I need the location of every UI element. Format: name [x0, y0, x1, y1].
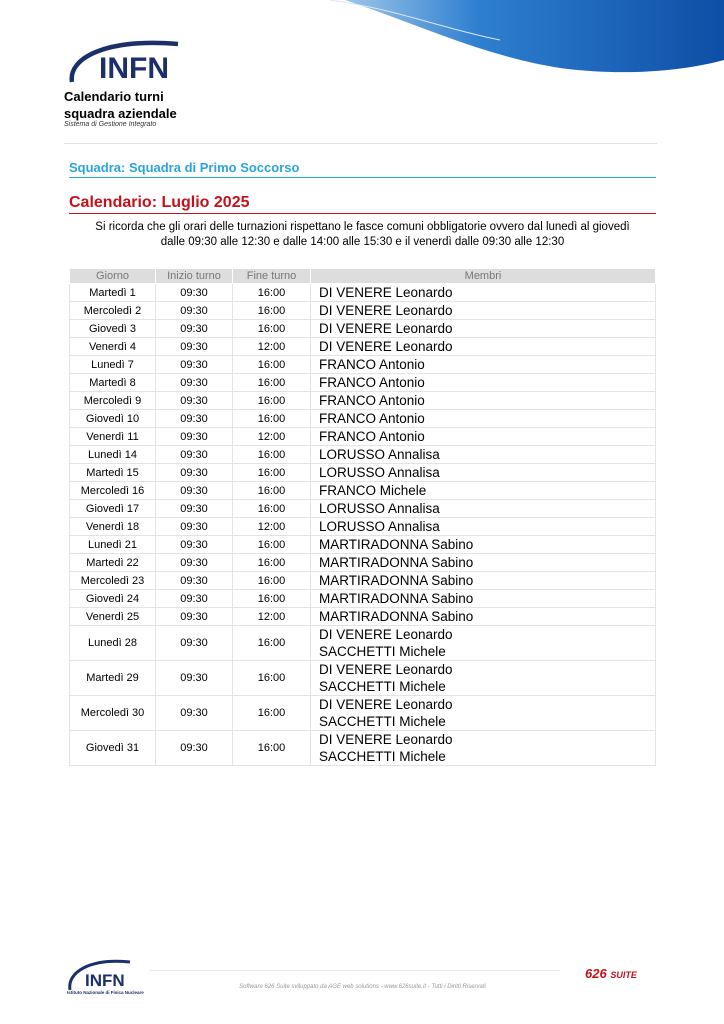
- member-name: LORUSSO Annalisa: [319, 519, 440, 534]
- header-membri: Membri: [311, 269, 656, 284]
- cell-inizio: 09:30: [156, 446, 233, 464]
- cell-inizio: 09:30: [156, 626, 233, 661]
- footer-logo-caption: Istituto Nazionale di Fisica Nucleare: [67, 990, 144, 995]
- cell-inizio: 09:30: [156, 536, 233, 554]
- cell-membri: [311, 536, 656, 554]
- cell-membri: [311, 338, 656, 356]
- cell-inizio: 09:30: [156, 374, 233, 392]
- member-name: SACCHETTI Michele: [319, 644, 446, 659]
- member-name: SACCHETTI Michele: [319, 679, 446, 694]
- cell-membri: [311, 464, 656, 482]
- cell-fine: 16:00: [233, 482, 311, 500]
- table-row: [70, 661, 656, 696]
- cell-giorno: Lunedì 14: [70, 446, 156, 464]
- cell-giorno: Mercoledì 30: [70, 696, 156, 731]
- cell-giorno: Martedì 22: [70, 554, 156, 572]
- table-row: [70, 374, 656, 392]
- cell-inizio: 09:30: [156, 428, 233, 446]
- member-name: DI VENERE Leonardo: [319, 697, 453, 712]
- member-name: MARTIRADONNA Sabino: [319, 573, 474, 588]
- table-row: [70, 590, 656, 608]
- cell-fine: 16:00: [233, 320, 311, 338]
- cell-membri: [311, 554, 656, 572]
- table-body: [70, 284, 656, 766]
- cell-fine: 16:00: [233, 661, 311, 696]
- cell-inizio: 09:30: [156, 500, 233, 518]
- cell-giorno: Lunedì 28: [70, 626, 156, 661]
- cell-membri: [311, 320, 656, 338]
- cell-membri: [311, 410, 656, 428]
- member-name: DI VENERE Leonardo: [319, 303, 453, 318]
- table-header-row: [70, 269, 656, 284]
- member-name: MARTIRADONNA Sabino: [319, 591, 474, 606]
- table-row: [70, 428, 656, 446]
- member-name: FRANCO Antonio: [319, 357, 425, 372]
- member-name: DI VENERE Leonardo: [319, 662, 453, 677]
- cell-fine: 12:00: [233, 338, 311, 356]
- table-row: [70, 518, 656, 536]
- cell-fine: 16:00: [233, 626, 311, 661]
- cell-inizio: 09:30: [156, 482, 233, 500]
- member-name: DI VENERE Leonardo: [319, 321, 453, 336]
- cell-fine: 16:00: [233, 302, 311, 320]
- notice-line-1: Si ricorda che gli orari delle turnazioni rispettano le fasce comuni obbligatorie ovvero dal lunedì al giovedì: [95, 221, 630, 233]
- header-fine-turno: Fine turno: [233, 269, 311, 284]
- cell-inizio: 09:30: [156, 661, 233, 696]
- cell-fine: 16:00: [233, 284, 311, 302]
- cell-inizio: 09:30: [156, 590, 233, 608]
- table-row: [70, 320, 656, 338]
- cell-fine: 16:00: [233, 374, 311, 392]
- member-name: LORUSSO Annalisa: [319, 501, 440, 516]
- cell-fine: 16:00: [233, 536, 311, 554]
- title-line-2: squadra aziendale: [64, 106, 177, 121]
- cell-inizio: 09:30: [156, 320, 233, 338]
- cell-fine: 16:00: [233, 446, 311, 464]
- cell-giorno: Venerdì 25: [70, 608, 156, 626]
- cell-membri: [311, 661, 656, 696]
- infn-logo: [66, 36, 191, 88]
- cell-giorno: Mercoledì 9: [70, 392, 156, 410]
- document-title: [64, 88, 177, 122]
- member-name: FRANCO Antonio: [319, 375, 425, 390]
- cell-membri: [311, 446, 656, 464]
- schedule-notice: [69, 220, 656, 250]
- cell-inizio: 09:30: [156, 696, 233, 731]
- table-row: [70, 464, 656, 482]
- footer-logo-text: INFN: [85, 971, 125, 990]
- cell-giorno: Martedì 29: [70, 661, 156, 696]
- cell-inizio: 09:30: [156, 572, 233, 590]
- table-row: [70, 500, 656, 518]
- member-name: MARTIRADONNA Sabino: [319, 609, 474, 624]
- cell-membri: [311, 374, 656, 392]
- cell-giorno: Giovedì 10: [70, 410, 156, 428]
- table-row: [70, 572, 656, 590]
- header-giorno: Giorno: [70, 269, 156, 284]
- header-inizio-turno: Inizio turno: [156, 269, 233, 284]
- table-row: [70, 302, 656, 320]
- cell-giorno: Mercoledì 16: [70, 482, 156, 500]
- cell-fine: 16:00: [233, 590, 311, 608]
- document-subtitle: Sistema di Gestione Integrato: [64, 121, 157, 128]
- cell-membri: [311, 392, 656, 410]
- cell-membri: [311, 572, 656, 590]
- brand-number: 626: [585, 966, 607, 981]
- member-name: DI VENERE Leonardo: [319, 285, 453, 300]
- cell-inizio: 09:30: [156, 302, 233, 320]
- cell-giorno: Giovedì 17: [70, 500, 156, 518]
- cell-inizio: 09:30: [156, 392, 233, 410]
- cell-membri: [311, 356, 656, 374]
- cell-membri: [311, 608, 656, 626]
- notice-line-2: dalle 09:30 alle 12:30 e dalle 14:00 alle 15:30 e il venerdì dalle 09:30 alle 12:30: [160, 236, 565, 248]
- brand-word: SUITE: [610, 970, 637, 980]
- cell-inizio: 09:30: [156, 518, 233, 536]
- cell-giorno: Mercoledì 23: [70, 572, 156, 590]
- table-row: [70, 338, 656, 356]
- footer-divider: [150, 970, 560, 971]
- cell-membri: [311, 428, 656, 446]
- cell-inizio: 09:30: [156, 464, 233, 482]
- table-row: [70, 284, 656, 302]
- cell-giorno: Martedì 15: [70, 464, 156, 482]
- cell-giorno: Mercoledì 2: [70, 302, 156, 320]
- table-row: [70, 608, 656, 626]
- turni-table: [69, 268, 656, 766]
- cell-membri: [311, 696, 656, 731]
- cell-giorno: Lunedì 21: [70, 536, 156, 554]
- cell-giorno: Venerdì 11: [70, 428, 156, 446]
- logo-text: INFN: [99, 52, 169, 85]
- brand-626-suite: [585, 966, 637, 981]
- cell-membri: [311, 590, 656, 608]
- cell-membri: [311, 518, 656, 536]
- cell-giorno: Lunedì 7: [70, 356, 156, 374]
- title-line-1: Calendario turni: [64, 89, 164, 104]
- cell-fine: 16:00: [233, 356, 311, 374]
- cell-inizio: 09:30: [156, 338, 233, 356]
- cell-giorno: Martedì 1: [70, 284, 156, 302]
- cell-inizio: 09:30: [156, 356, 233, 374]
- squadra-heading: Squadra: Squadra di Primo Soccorso: [69, 160, 656, 178]
- cell-inizio: 09:30: [156, 284, 233, 302]
- member-name: MARTIRADONNA Sabino: [319, 537, 474, 552]
- member-name: SACCHETTI Michele: [319, 714, 446, 729]
- table-row: [70, 731, 656, 766]
- cell-giorno: Giovedì 3: [70, 320, 156, 338]
- cell-membri: [311, 731, 656, 766]
- cell-fine: 16:00: [233, 500, 311, 518]
- cell-fine: 16:00: [233, 572, 311, 590]
- cell-inizio: 09:30: [156, 410, 233, 428]
- cell-fine: 16:00: [233, 554, 311, 572]
- cell-giorno: Venerdì 4: [70, 338, 156, 356]
- table-row: [70, 410, 656, 428]
- table-row: [70, 392, 656, 410]
- member-name: LORUSSO Annalisa: [319, 465, 440, 480]
- cell-membri: [311, 500, 656, 518]
- cell-fine: 12:00: [233, 608, 311, 626]
- member-name: SACCHETTI Michele: [319, 749, 446, 764]
- cell-membri: [311, 284, 656, 302]
- cell-giorno: Giovedì 24: [70, 590, 156, 608]
- member-name: DI VENERE Leonardo: [319, 339, 453, 354]
- table-row: [70, 356, 656, 374]
- member-name: FRANCO Antonio: [319, 393, 425, 408]
- table-row: [70, 446, 656, 464]
- member-name: FRANCO Antonio: [319, 411, 425, 426]
- cell-fine: 12:00: [233, 518, 311, 536]
- cell-giorno: Venerdì 18: [70, 518, 156, 536]
- member-name: DI VENERE Leonardo: [319, 732, 453, 747]
- cell-fine: 16:00: [233, 410, 311, 428]
- member-name: FRANCO Michele: [319, 483, 427, 498]
- member-name: DI VENERE Leonardo: [319, 627, 453, 642]
- member-name: MARTIRADONNA Sabino: [319, 555, 474, 570]
- cell-membri: [311, 302, 656, 320]
- cell-giorno: Martedì 8: [70, 374, 156, 392]
- footer-copyright: Software 626 Suite sviluppato da AGE web solutions - www.626suite.it - Tutti i Diritti Riservati: [239, 984, 486, 990]
- cell-membri: [311, 626, 656, 661]
- cell-fine: 16:00: [233, 696, 311, 731]
- member-name: FRANCO Antonio: [319, 429, 425, 444]
- cell-inizio: 09:30: [156, 608, 233, 626]
- header-divider: [64, 143, 657, 144]
- table-row: [70, 554, 656, 572]
- cell-inizio: 09:30: [156, 731, 233, 766]
- cell-fine: 12:00: [233, 428, 311, 446]
- table-row: [70, 482, 656, 500]
- cell-inizio: 09:30: [156, 554, 233, 572]
- cell-fine: 16:00: [233, 392, 311, 410]
- cell-fine: 16:00: [233, 731, 311, 766]
- cell-fine: 16:00: [233, 464, 311, 482]
- member-name: LORUSSO Annalisa: [319, 447, 440, 462]
- table-row: [70, 696, 656, 731]
- cell-giorno: Giovedì 31: [70, 731, 156, 766]
- cell-membri: [311, 482, 656, 500]
- calendario-heading: Calendario: Luglio 2025: [69, 194, 656, 214]
- table-row: [70, 626, 656, 661]
- table-row: [70, 536, 656, 554]
